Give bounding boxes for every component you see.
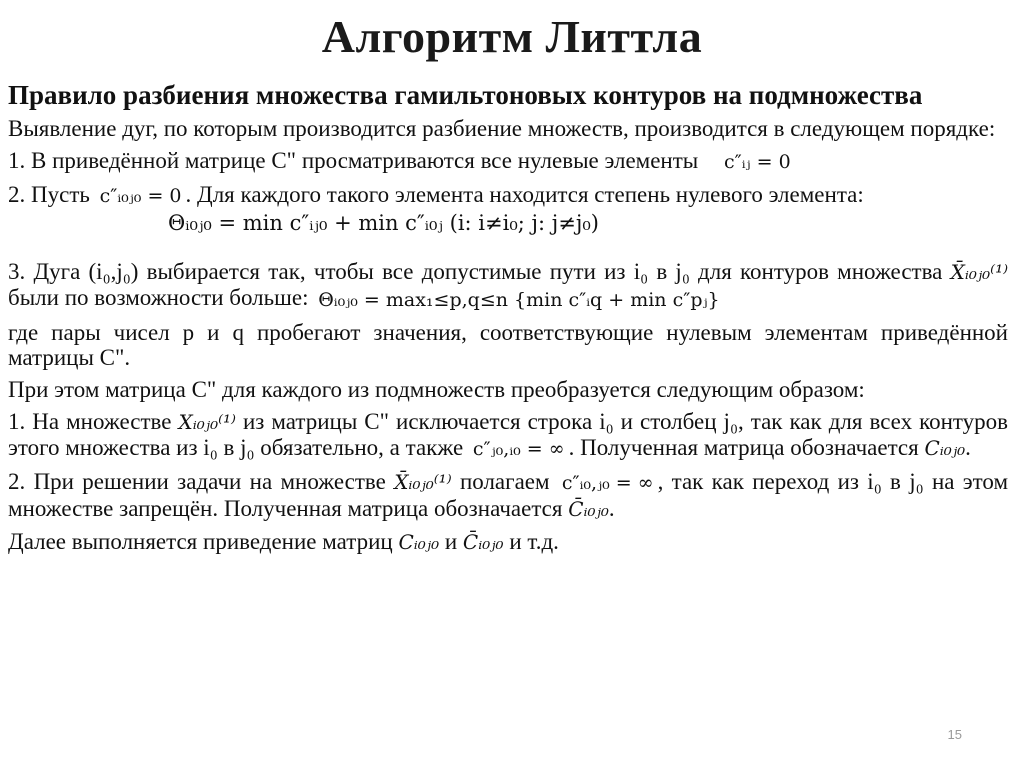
item-1-a: 1. На множестве [8, 408, 172, 434]
page-number: 15 [947, 727, 962, 742]
step-2-inline-formula: c″ᵢ₀ⱼ₀ = 0 [99, 185, 182, 208]
section-heading: Правило разбиения множества гамильтоновых контуров на подмножества [8, 80, 923, 110]
slide-title: Алгоритм Литтла [321, 11, 703, 62]
max-degree-formula: Θᵢ₀ⱼ₀ = max₁≤p,q≤n {min c″ᵢq + min c″pⱼ} [318, 288, 720, 311]
intro-paragraph: Выявление дуг, по которым производится разбиение множеств, производится в следующем порядке: [8, 116, 996, 141]
transform-paragraph: При этом матрица С" для каждого из подмножеств преобразуется следующим образом: [8, 376, 865, 402]
item-1-matrix: Cᵢ₀ⱼ₀ [924, 435, 966, 460]
step-2-text: . Для каждого такого элемента находится степень нулевого элемента: [185, 182, 864, 208]
item-1-d: . [965, 434, 971, 460]
final-paragraph [8, 529, 1008, 555]
item-1 [8, 409, 1008, 462]
step-2 [8, 182, 1008, 209]
item-2-c: , так как переход из i₀ в j₀ на этом множестве запрещён. Полученная матрица обозначается [8, 468, 1009, 522]
item-2-formula: c″ᵢ₀,ⱼ₀ = ∞ [561, 472, 654, 495]
final-a: Далее выполняется приведение матриц [8, 529, 393, 555]
item-2-set: X̄ᵢ₀ⱼ₀⁽¹⁾ [394, 469, 452, 494]
item-2-a: 2. При решении задачи на множестве [8, 468, 386, 494]
item-2-matrix: C̄ᵢ₀ⱼ₀ [568, 497, 609, 522]
final-and: и [444, 529, 458, 555]
item-2-b: полагаем [459, 468, 550, 494]
step-1-text: 1. В приведённой матрице С" просматриваются все нулевые элементы [8, 148, 699, 173]
step-3-set: X̄ᵢ₀ⱼ₀⁽¹⁾ [950, 260, 1008, 285]
step-2-prefix: 2. Пусть [8, 182, 90, 208]
step-3-text-b: были по возможности больше: [8, 285, 309, 311]
item-2 [8, 469, 1008, 522]
step-3-text-a: 3. Дуга (i₀,j₀) выбирается так, чтобы все допустимые пути из i₀ в j₀ для контуров множества [8, 259, 943, 285]
item-1-b: из матрицы С" исключается строка i₀ и столбец j₀, так как для всех контуров этого множества из i₀ в j₀ обязательно, а также [8, 408, 1009, 460]
where-paragraph: где пары чисел p и q пробегают значения, соответствующие нулевым элементам приведённой матрицы С". [8, 319, 1008, 370]
final-b: и т.д. [509, 529, 559, 555]
item-1-formula: c″ⱼ₀,ᵢ₀ = ∞ [472, 437, 565, 460]
final-matrix-2: C̄ᵢ₀ⱼ₀ [462, 530, 504, 555]
item-1-c: . Полученная матрица обозначается [568, 434, 919, 460]
step-1 [8, 148, 1008, 175]
item-2-d: . [608, 496, 615, 522]
item-1-set: Xᵢ₀ⱼ₀⁽¹⁾ [178, 409, 236, 434]
zero-element-formula: c″ᵢⱼ = 0 [723, 151, 791, 174]
zero-degree-formula: Θᵢ₀ⱼ₀ = min c″ᵢⱼ₀ + min c″ᵢ₀ⱼ (i: i≠i₀; j: j≠j₀) [168, 211, 599, 236]
final-matrix-1: Cᵢ₀ⱼ₀ [398, 530, 440, 555]
slide-content [8, 80, 1008, 562]
step-3 [8, 259, 1008, 312]
